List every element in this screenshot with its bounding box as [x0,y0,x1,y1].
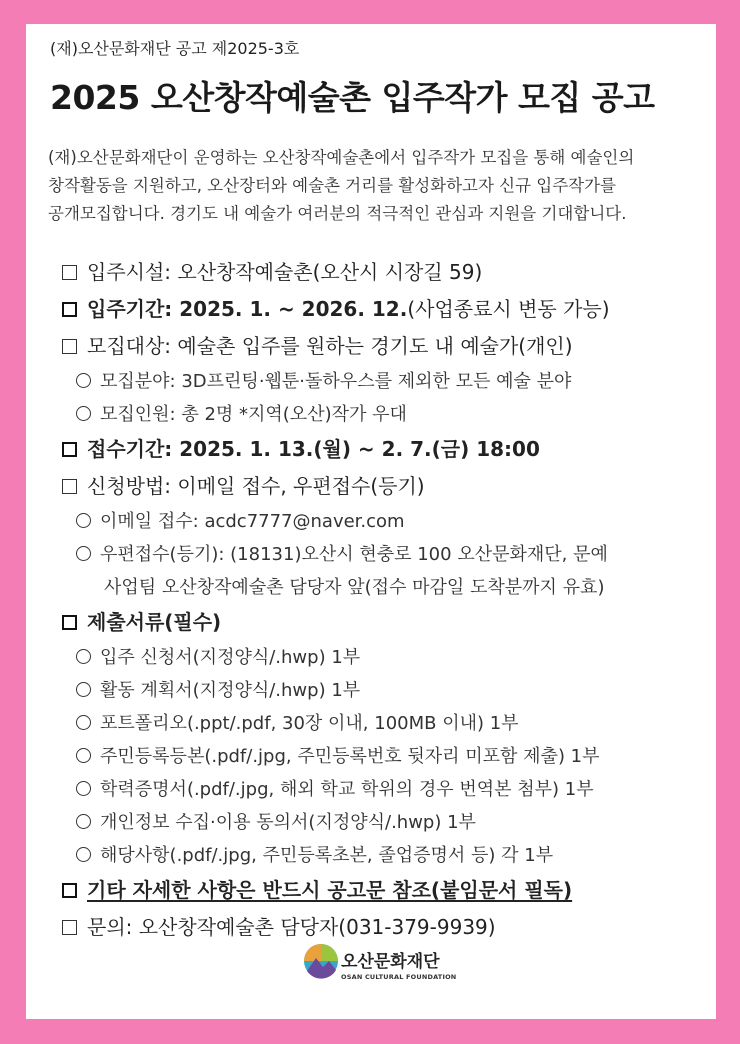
item-text: 제출서류(필수) [87,610,222,634]
item-reception [62,431,702,468]
circle-bullet-icon [76,748,91,763]
notice-number: (재)오산문화재단 공고 제2025-3호 [50,39,300,58]
sub-item-post-cont [62,571,702,604]
notice-sheet [26,24,716,1019]
item-note: (사업종료시 변동 가능) [407,297,610,321]
intro-line: 창작활동을 지원하고, 오산장터와 예술촌 거리를 활성화하고자 신규 입주작가를 [48,176,616,195]
intro-line: (재)오산문화재단이 운영하는 오산창작예술촌에서 입주작가 모집을 통해 예술인의 [48,148,635,167]
sub-item-text: 모집분야: 3D프린팅·웹툰·돌하우스를 제외한 모든 예술 분야 [100,371,572,392]
item-etc [62,872,702,909]
doc-item-text: 학력증명서(.pdf/.jpg, 해외 학교 학위의 경우 번역본 첨부) 1부 [100,779,594,800]
item-target [62,328,702,365]
foundation-logo [303,939,483,999]
doc-item [62,839,702,872]
foundation-name-en: OSAN CULTURAL FOUNDATION [341,973,457,981]
circle-bullet-icon [76,373,91,388]
checkbox-icon [62,265,77,280]
foundation-emblem-icon [303,943,339,979]
circle-bullet-icon [76,406,91,421]
doc-item-text: 해당사항(.pdf/.jpg, 주민등록초본, 졸업증명서 등) 각 1부 [100,845,554,866]
sub-item-count [62,398,702,431]
checkbox-icon [62,339,77,354]
page-title: 2025 오산창작예술촌 입주작가 모집 공고 [50,78,655,117]
detail-list [62,254,702,946]
item-text: 문의: 오산창작예술촌 담당자(031-379-9939) [87,915,496,939]
doc-item [62,707,702,740]
item-text: 모집대상: 예술촌 입주를 원하는 경기도 내 예술가(개인) [87,334,573,358]
sub-item-text: 우편접수(등기): (18131)오산시 현충로 100 오산문화재단, 문예 [100,544,608,565]
item-text: 접수기간: 2025. 1. 13.(월) ~ 2. 7.(금) 18:00 [87,437,540,461]
checkbox-icon [62,883,77,898]
item-period [62,291,702,328]
circle-bullet-icon [76,814,91,829]
doc-item [62,641,702,674]
doc-item-text: 입주 신청서(지정양식/.hwp) 1부 [100,647,361,668]
doc-item [62,806,702,839]
checkbox-icon [62,302,77,317]
circle-bullet-icon [76,781,91,796]
doc-item-text: 포트폴리오(.ppt/.pdf, 30장 이내, 100MB 이내) 1부 [100,713,519,734]
circle-bullet-icon [76,649,91,664]
item-text: 신청방법: 이메일 접수, 우편접수(등기) [87,474,425,498]
checkbox-icon [62,615,77,630]
checkbox-icon [62,920,77,935]
sub-item-text: 이메일 접수: acdc7777@naver.com [100,511,405,532]
item-text: 입주기간: 2025. 1. ~ 2026. 12. [87,297,408,321]
doc-item-text: 활동 계획서(지정양식/.hwp) 1부 [100,680,361,701]
circle-bullet-icon [76,847,91,862]
checkbox-icon [62,442,77,457]
circle-bullet-icon [76,546,91,561]
circle-bullet-icon [76,715,91,730]
circle-bullet-icon [76,513,91,528]
doc-item [62,740,702,773]
item-facility [62,254,702,291]
intro-paragraph [48,144,698,228]
sub-item-field [62,365,702,398]
checkbox-icon [62,479,77,494]
item-text: 기타 자세한 사항은 반드시 공고문 참조(붙임문서 필독) [87,878,573,902]
doc-item [62,773,702,806]
sub-item-text: 사업팀 오산창작예술촌 담당자 앞(접수 마감일 도착분까지 유효) [104,577,605,598]
intro-line: 공개모집합니다. 경기도 내 예술가 여러분의 적극적인 관심과 지원을 기대합니다. [48,204,627,223]
item-text: 입주시설: 오산창작예술촌(오산시 시장길 59) [87,260,483,284]
sub-item-post [62,538,702,571]
item-method [62,468,702,505]
sub-item-email [62,505,702,538]
item-docs [62,604,702,641]
sub-item-text: 모집인원: 총 2명 *지역(오산)작가 우대 [100,404,407,425]
foundation-name: 오산문화재단 [341,952,440,972]
doc-item [62,674,702,707]
circle-bullet-icon [76,682,91,697]
doc-item-text: 개인정보 수집·이용 동의서(지정양식/.hwp) 1부 [100,812,476,833]
doc-item-text: 주민등록등본(.pdf/.jpg, 주민등록번호 뒷자리 미포함 제출) 1부 [100,746,600,767]
